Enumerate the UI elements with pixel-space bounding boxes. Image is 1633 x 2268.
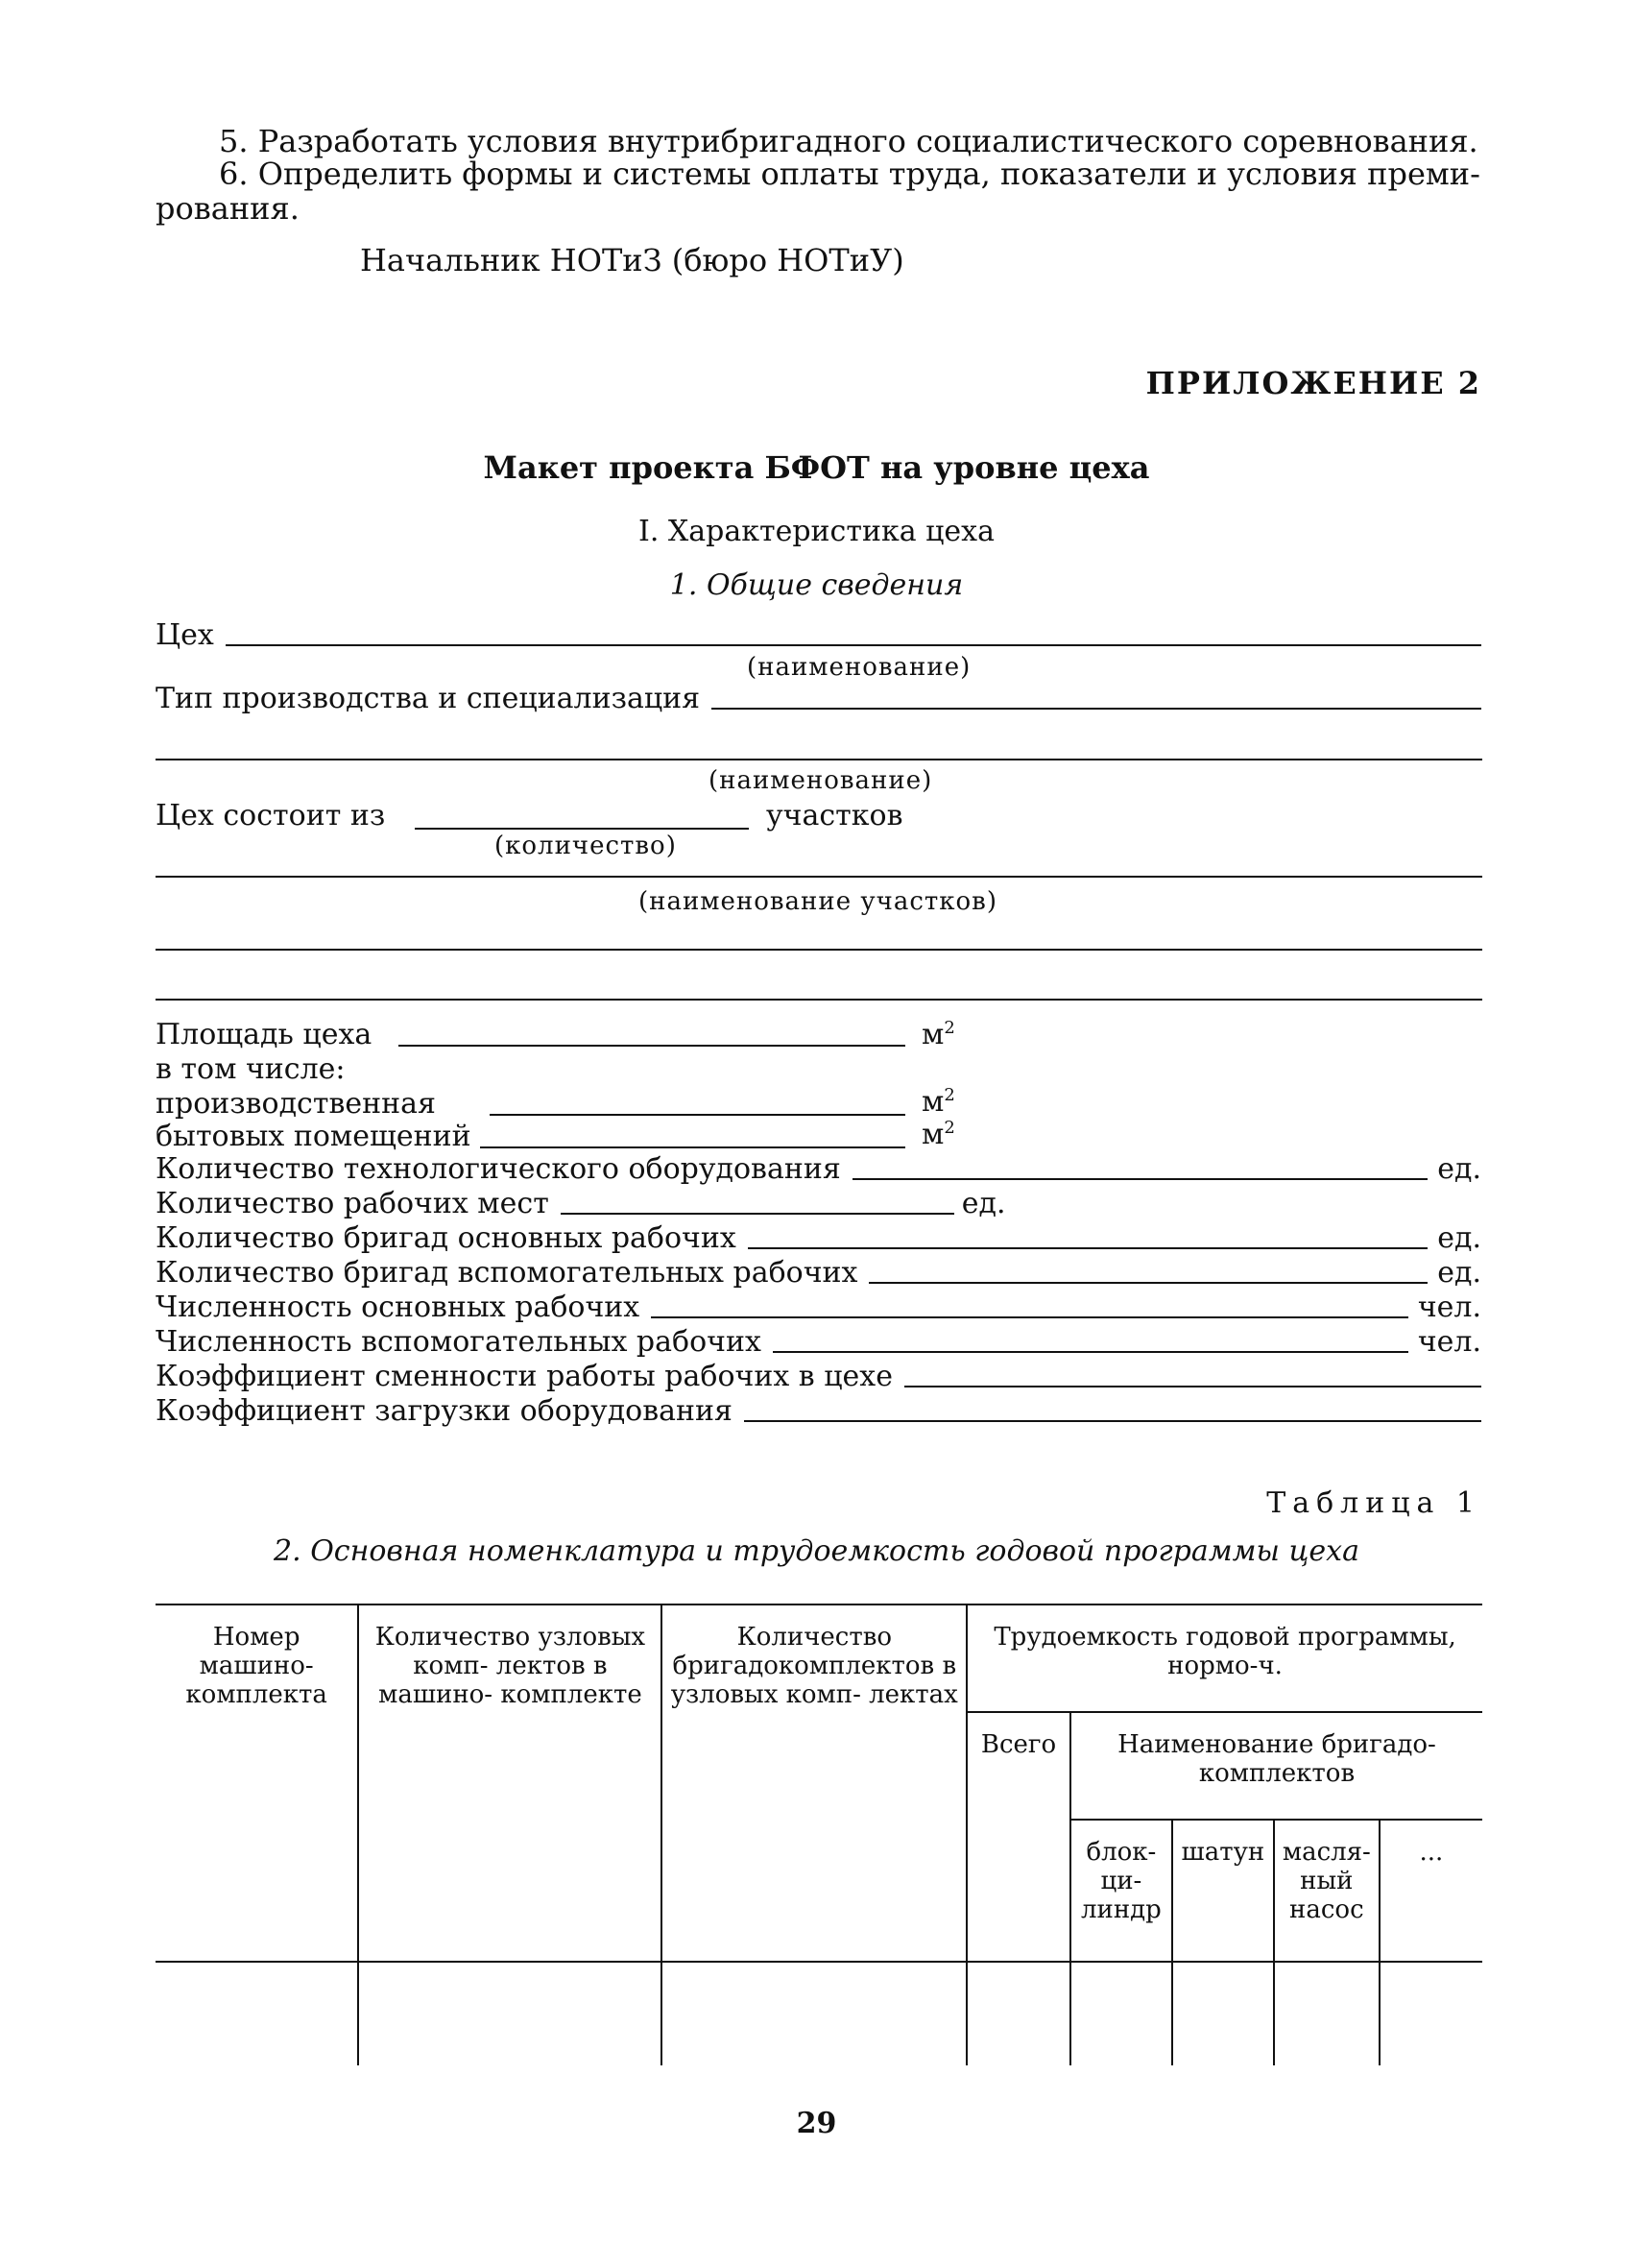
production-type-label: Тип производства и специализация xyxy=(156,682,701,715)
shift-coef-field[interactable] xyxy=(904,1386,1481,1387)
aux-brigades-label: Количество бригад вспомогательных рабочих xyxy=(156,1256,858,1290)
table-cell[interactable] xyxy=(1070,1962,1172,2065)
production-area-field[interactable] xyxy=(490,1114,905,1116)
table-cell[interactable] xyxy=(358,1962,661,2065)
caption-quantity: (количество) xyxy=(494,832,677,860)
aux-workers-field[interactable] xyxy=(773,1351,1408,1353)
area-unit: $м^2$ xyxy=(922,1018,955,1051)
production-area-unit: $м^2$ xyxy=(922,1085,955,1119)
subsection-title: 1. Общие сведения xyxy=(669,568,964,602)
table-title: 2. Основная номенклатура и трудоемкость годовой программы цеха xyxy=(274,1534,1359,1568)
load-coef-label: Коэффициент загрузки оборудования xyxy=(156,1394,732,1428)
workplaces-field[interactable] xyxy=(561,1213,954,1215)
page-number: 29 xyxy=(796,2107,837,2140)
section-names-line-3[interactable] xyxy=(156,999,1482,1001)
workplaces-label: Количество рабочих мест xyxy=(156,1187,549,1220)
table-cell[interactable] xyxy=(1380,1962,1482,2065)
including-label: в том числе: xyxy=(156,1052,346,1086)
main-brigades-row xyxy=(156,1221,1481,1255)
main-brigades-field[interactable] xyxy=(748,1247,1428,1249)
main-workers-unit: чел. xyxy=(1417,1291,1481,1324)
equipment-field[interactable] xyxy=(853,1178,1428,1180)
col-header-cylinder-block: блок- ци- линдр xyxy=(1070,1820,1172,1962)
main-workers-label: Численность основных рабочих xyxy=(156,1291,640,1324)
item-5: 5. Разработать условия внутрибригадного социалистического соревнования. xyxy=(219,123,1478,159)
equipment-unit: ед. xyxy=(1437,1152,1481,1186)
sections-count-field[interactable] xyxy=(415,828,749,830)
aux-workers-label: Численность вспомогательных рабочих xyxy=(156,1325,761,1359)
item-6-line1: 6. Определить формы и системы оплаты труда, показатели и условия преми- xyxy=(219,156,1480,192)
sections-word: участков xyxy=(766,799,903,832)
section-title: I. Характеристика цеха xyxy=(638,515,995,548)
workplaces-unit: ед. xyxy=(961,1187,1006,1220)
aux-brigades-row xyxy=(156,1256,1481,1290)
main-brigades-label: Количество бригад основных рабочих xyxy=(156,1221,736,1255)
table-cell[interactable] xyxy=(1274,1962,1380,2065)
table-row xyxy=(156,1962,1482,2065)
shop-row xyxy=(156,618,1481,652)
col-header-machine-set: Номер машино- комплекта xyxy=(156,1604,358,1962)
load-coef-row xyxy=(156,1394,1481,1428)
table-label: Таблица 1 xyxy=(1266,1486,1481,1520)
table-cell[interactable] xyxy=(1172,1962,1274,2065)
appendix-title: Макет проекта БФОТ на уровне цеха xyxy=(483,449,1150,486)
caption-section-names: (наименование участков) xyxy=(638,887,997,916)
production-area-label: производственная xyxy=(156,1087,436,1121)
main-brigades-unit: ед. xyxy=(1437,1221,1481,1255)
load-coef-field[interactable] xyxy=(744,1420,1481,1422)
col-header-total: Всего xyxy=(967,1712,1070,1962)
col-header-brigade-sets: Количество бригадокомплектов в узловых комп- лектах xyxy=(661,1604,967,1962)
table-cell[interactable] xyxy=(967,1962,1070,2065)
section-names-line-1[interactable] xyxy=(156,876,1482,878)
consists-of-label: Цех состоит из xyxy=(156,799,386,832)
production-type-field[interactable] xyxy=(711,708,1481,710)
household-label: бытовых помещений xyxy=(156,1120,471,1153)
item-6-line2: рования. xyxy=(156,190,300,227)
caption-name-1: (наименование) xyxy=(747,653,972,682)
appendix-label: ПРИЛОЖЕНИЕ 2 xyxy=(1145,365,1481,401)
shop-field[interactable] xyxy=(226,644,1481,646)
col-header-brigade-names: Наименование бригадо- комплектов xyxy=(1070,1712,1482,1820)
aux-brigades-field[interactable] xyxy=(869,1282,1428,1284)
main-workers-row xyxy=(156,1291,1481,1324)
section-names-line-2[interactable] xyxy=(156,949,1482,951)
col-header-unit-sets: Количество узловых комп- лектов в машино- комплекте xyxy=(358,1604,661,1962)
area-label: Площадь цеха xyxy=(156,1018,372,1051)
production-type-row xyxy=(156,682,1481,715)
equipment-row xyxy=(156,1152,1481,1186)
household-field[interactable] xyxy=(480,1146,905,1148)
signature: Начальник НОТиЗ (бюро НОТиУ) xyxy=(360,242,904,278)
caption-name-2: (наименование) xyxy=(708,766,933,795)
area-field[interactable] xyxy=(398,1045,905,1047)
production-type-extra-line[interactable] xyxy=(156,759,1482,760)
col-header-oil-pump: масля- ный насос xyxy=(1274,1820,1380,1962)
household-unit: $м^2$ xyxy=(922,1118,955,1151)
col-header-more: ... xyxy=(1380,1820,1482,1962)
col-header-labor: Трудоемкость годовой программы, нормо-ч. xyxy=(967,1604,1482,1712)
shift-coef-label: Коэффициент сменности работы рабочих в цехе xyxy=(156,1360,893,1393)
aux-brigades-unit: ед. xyxy=(1437,1256,1481,1290)
equipment-label: Количество технологического оборудования xyxy=(156,1152,841,1186)
table-cell[interactable] xyxy=(661,1962,967,2065)
table-cell[interactable] xyxy=(156,1962,358,2065)
main-workers-field[interactable] xyxy=(651,1316,1408,1318)
aux-workers-row xyxy=(156,1325,1481,1359)
nomenclature-table xyxy=(156,1604,1482,2065)
workplaces-row xyxy=(156,1187,1481,1220)
col-header-connecting-rod: шатун xyxy=(1172,1820,1274,1962)
aux-workers-unit: чел. xyxy=(1417,1325,1481,1359)
shop-label: Цех xyxy=(156,618,214,652)
shift-coef-row xyxy=(156,1360,1481,1393)
